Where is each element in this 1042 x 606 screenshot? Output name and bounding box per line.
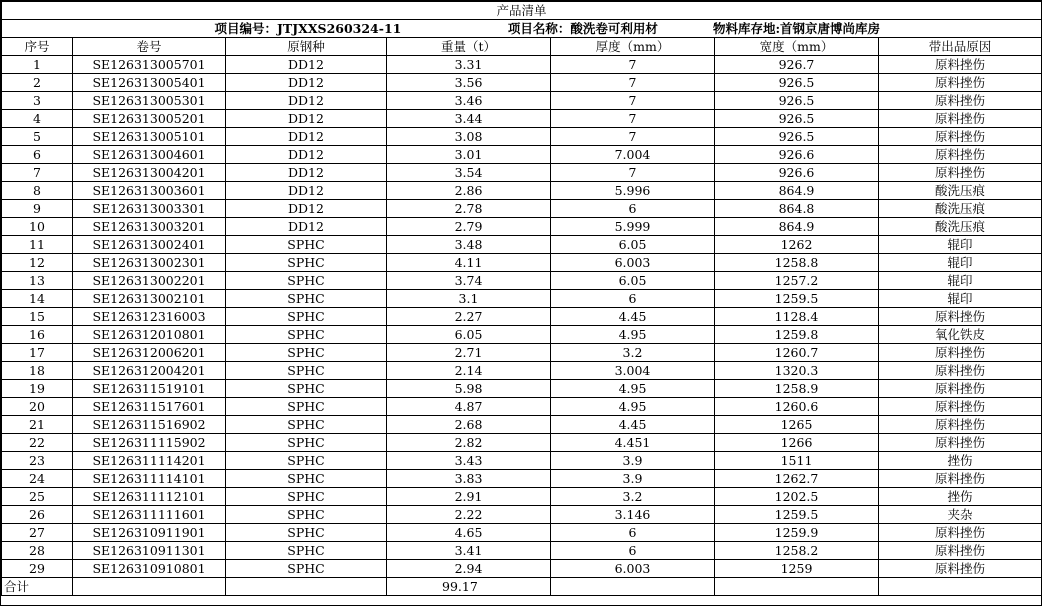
- table-row: [2, 236, 1042, 254]
- cell-index: 21: [2, 416, 73, 434]
- cell-index: 4: [2, 110, 73, 128]
- cell-weight: 3.54: [387, 164, 551, 182]
- table-row: [2, 164, 1042, 182]
- cell-width: 1258.8: [715, 254, 879, 272]
- cell-weight: 3.31: [387, 56, 551, 74]
- cell-width: 1259.5: [715, 506, 879, 524]
- cell-thickness: 6: [551, 200, 715, 218]
- cell-reason: 夹杂: [879, 506, 1042, 524]
- header-steel-grade: 原钢种: [226, 38, 387, 56]
- table-row: [2, 470, 1042, 488]
- cell-thickness: 5.999: [551, 218, 715, 236]
- project-number: 项目编号：JTJXXS260324-11: [214, 21, 402, 36]
- cell-width: 1260.6: [715, 398, 879, 416]
- table-row: [2, 542, 1042, 560]
- cell-width: 926.6: [715, 146, 879, 164]
- cell-coil-no: SE126313002201: [73, 272, 226, 290]
- cell-reason: 辊印: [879, 272, 1042, 290]
- cell-coil-no: SE126313003301: [73, 200, 226, 218]
- cell-thickness: 5.996: [551, 182, 715, 200]
- table-row: [2, 452, 1042, 470]
- cell-reason: 原料挫伤: [879, 380, 1042, 398]
- cell-index: 7: [2, 164, 73, 182]
- cell-width: 926.5: [715, 74, 879, 92]
- cell-reason: 原料挫伤: [879, 560, 1042, 578]
- cell-index: 3: [2, 92, 73, 110]
- cell-coil-no: SE126311516902: [73, 416, 226, 434]
- cell-coil-no: SE126313005701: [73, 56, 226, 74]
- cell-steel-grade: SPHC: [226, 542, 387, 560]
- cell-coil-no: SE126311115902: [73, 434, 226, 452]
- cell-width: 1202.5: [715, 488, 879, 506]
- cell-coil-no: SE126313005401: [73, 74, 226, 92]
- total-empty-cell: [715, 578, 879, 596]
- cell-weight: 3.44: [387, 110, 551, 128]
- table-row: [2, 362, 1042, 380]
- cell-weight: 2.91: [387, 488, 551, 506]
- cell-width: 926.5: [715, 110, 879, 128]
- cell-weight: 2.94: [387, 560, 551, 578]
- cell-thickness: 7: [551, 56, 715, 74]
- cell-thickness: 7: [551, 128, 715, 146]
- table-row: [2, 308, 1042, 326]
- cell-width: 1260.7: [715, 344, 879, 362]
- cell-width: 1259.8: [715, 326, 879, 344]
- cell-index: 26: [2, 506, 73, 524]
- cell-index: 29: [2, 560, 73, 578]
- cell-thickness: 3.146: [551, 506, 715, 524]
- cell-thickness: 6: [551, 524, 715, 542]
- cell-width: 1262.7: [715, 470, 879, 488]
- cell-weight: 4.65: [387, 524, 551, 542]
- cell-steel-grade: SPHC: [226, 254, 387, 272]
- table-row: [2, 74, 1042, 92]
- cell-thickness: 7: [551, 92, 715, 110]
- cell-weight: 4.11: [387, 254, 551, 272]
- cell-weight: 2.82: [387, 434, 551, 452]
- cell-width: 1262: [715, 236, 879, 254]
- cell-reason: 原料挫伤: [879, 146, 1042, 164]
- cell-index: 10: [2, 218, 73, 236]
- cell-width: 1128.4: [715, 308, 879, 326]
- cell-steel-grade: DD12: [226, 200, 387, 218]
- cell-thickness: 3.2: [551, 344, 715, 362]
- cell-thickness: 6.003: [551, 560, 715, 578]
- table-row: [2, 110, 1042, 128]
- cell-steel-grade: SPHC: [226, 560, 387, 578]
- cell-index: 20: [2, 398, 73, 416]
- project-name: 项目名称：酸洗卷可利用材: [507, 21, 658, 36]
- cell-weight: 3.08: [387, 128, 551, 146]
- cell-weight: 3.74: [387, 272, 551, 290]
- cell-coil-no: SE126313002101: [73, 290, 226, 308]
- table-row: [2, 146, 1042, 164]
- cell-index: 23: [2, 452, 73, 470]
- cell-reason: 原料挫伤: [879, 74, 1042, 92]
- cell-index: 1: [2, 56, 73, 74]
- cell-index: 12: [2, 254, 73, 272]
- cell-index: 9: [2, 200, 73, 218]
- cell-steel-grade: SPHC: [226, 416, 387, 434]
- header-width: 宽度（mm）: [715, 38, 879, 56]
- cell-coil-no: SE126312010801: [73, 326, 226, 344]
- cell-weight: 3.83: [387, 470, 551, 488]
- cell-index: 27: [2, 524, 73, 542]
- cell-weight: 3.48: [387, 236, 551, 254]
- cell-coil-no: SE126313002301: [73, 254, 226, 272]
- cell-weight: 2.14: [387, 362, 551, 380]
- cell-steel-grade: DD12: [226, 182, 387, 200]
- header-weight: 重量（t）: [387, 38, 551, 56]
- total-empty-cell: [551, 578, 715, 596]
- cell-steel-grade: SPHC: [226, 272, 387, 290]
- meta-row: [2, 20, 1042, 38]
- cell-steel-grade: DD12: [226, 110, 387, 128]
- cell-weight: 3.1: [387, 290, 551, 308]
- table-row: [2, 488, 1042, 506]
- cell-index: 28: [2, 542, 73, 560]
- cell-steel-grade: SPHC: [226, 488, 387, 506]
- cell-thickness: 7: [551, 110, 715, 128]
- cell-steel-grade: SPHC: [226, 452, 387, 470]
- cell-coil-no: SE126311519101: [73, 380, 226, 398]
- cell-steel-grade: SPHC: [226, 470, 387, 488]
- cell-thickness: 6.05: [551, 236, 715, 254]
- cell-coil-no: SE126312004201: [73, 362, 226, 380]
- table-row: [2, 200, 1042, 218]
- table-row: [2, 560, 1042, 578]
- page-title: 产品清单: [2, 2, 1042, 20]
- table-row: [2, 506, 1042, 524]
- cell-thickness: 4.95: [551, 398, 715, 416]
- cell-thickness: 4.45: [551, 308, 715, 326]
- cell-steel-grade: SPHC: [226, 236, 387, 254]
- cell-reason: 原料挫伤: [879, 128, 1042, 146]
- cell-coil-no: SE126313005301: [73, 92, 226, 110]
- cell-coil-no: SE126312316003: [73, 308, 226, 326]
- cell-steel-grade: DD12: [226, 74, 387, 92]
- cell-reason: 原料挫伤: [879, 164, 1042, 182]
- cell-reason: 原料挫伤: [879, 434, 1042, 452]
- cell-thickness: 6.05: [551, 272, 715, 290]
- cell-weight: 2.71: [387, 344, 551, 362]
- column-header-row: [2, 38, 1042, 56]
- cell-index: 6: [2, 146, 73, 164]
- cell-weight: 6.05: [387, 326, 551, 344]
- cell-thickness: 3.2: [551, 488, 715, 506]
- cell-width: 926.6: [715, 164, 879, 182]
- cell-steel-grade: DD12: [226, 218, 387, 236]
- cell-width: 1265: [715, 416, 879, 434]
- cell-index: 11: [2, 236, 73, 254]
- cell-coil-no: SE126313004601: [73, 146, 226, 164]
- table-row: [2, 254, 1042, 272]
- cell-coil-no: SE126313002401: [73, 236, 226, 254]
- cell-index: 18: [2, 362, 73, 380]
- cell-thickness: 7: [551, 74, 715, 92]
- cell-index: 22: [2, 434, 73, 452]
- cell-weight: 3.41: [387, 542, 551, 560]
- cell-reason: 原料挫伤: [879, 92, 1042, 110]
- cell-steel-grade: DD12: [226, 164, 387, 182]
- table-row: [2, 272, 1042, 290]
- cell-reason: 挫伤: [879, 488, 1042, 506]
- cell-weight: 2.68: [387, 416, 551, 434]
- cell-index: 2: [2, 74, 73, 92]
- cell-reason: 辊印: [879, 290, 1042, 308]
- cell-steel-grade: SPHC: [226, 362, 387, 380]
- cell-reason: 酸洗压痕: [879, 182, 1042, 200]
- table-row: [2, 398, 1042, 416]
- cell-steel-grade: SPHC: [226, 398, 387, 416]
- meta-cell: [2, 20, 1042, 38]
- cell-weight: 3.56: [387, 74, 551, 92]
- cell-width: 926.5: [715, 92, 879, 110]
- cell-steel-grade: SPHC: [226, 434, 387, 452]
- cell-width: 864.8: [715, 200, 879, 218]
- table-row: [2, 344, 1042, 362]
- cell-width: 864.9: [715, 218, 879, 236]
- cell-steel-grade: SPHC: [226, 344, 387, 362]
- cell-steel-grade: SPHC: [226, 506, 387, 524]
- cell-coil-no: SE126311114201: [73, 452, 226, 470]
- table-row: [2, 380, 1042, 398]
- cell-width: 926.5: [715, 128, 879, 146]
- cell-index: 19: [2, 380, 73, 398]
- cell-coil-no: SE126313005101: [73, 128, 226, 146]
- cell-width: 926.7: [715, 56, 879, 74]
- cell-reason: 原料挫伤: [879, 416, 1042, 434]
- cell-steel-grade: SPHC: [226, 326, 387, 344]
- cell-weight: 3.46: [387, 92, 551, 110]
- total-empty-cell: [73, 578, 226, 596]
- cell-coil-no: SE126311114101: [73, 470, 226, 488]
- cell-coil-no: SE126311517601: [73, 398, 226, 416]
- table-row: [2, 56, 1042, 74]
- cell-coil-no: SE126313004201: [73, 164, 226, 182]
- cell-steel-grade: DD12: [226, 92, 387, 110]
- cell-weight: 2.22: [387, 506, 551, 524]
- cell-weight: 2.27: [387, 308, 551, 326]
- cell-steel-grade: SPHC: [226, 524, 387, 542]
- cell-thickness: 6: [551, 542, 715, 560]
- cell-width: 1259.9: [715, 524, 879, 542]
- cell-reason: 原料挫伤: [879, 344, 1042, 362]
- cell-width: 1259: [715, 560, 879, 578]
- table-row: [2, 92, 1042, 110]
- cell-index: 8: [2, 182, 73, 200]
- cell-reason: 氧化铁皮: [879, 326, 1042, 344]
- cell-index: 14: [2, 290, 73, 308]
- cell-steel-grade: SPHC: [226, 308, 387, 326]
- cell-index: 25: [2, 488, 73, 506]
- cell-width: 1259.5: [715, 290, 879, 308]
- cell-coil-no: SE126312006201: [73, 344, 226, 362]
- cell-thickness: 4.95: [551, 380, 715, 398]
- cell-reason: 原料挫伤: [879, 524, 1042, 542]
- cell-coil-no: SE126311112101: [73, 488, 226, 506]
- cell-index: 16: [2, 326, 73, 344]
- header-thickness: 厚度（mm）: [551, 38, 715, 56]
- header-coil-no: 卷号: [73, 38, 226, 56]
- cell-weight: 3.01: [387, 146, 551, 164]
- cell-thickness: 4.95: [551, 326, 715, 344]
- total-empty-cell: [879, 578, 1042, 596]
- cell-thickness: 4.45: [551, 416, 715, 434]
- cell-thickness: 3.004: [551, 362, 715, 380]
- cell-coil-no: SE126310910801: [73, 560, 226, 578]
- cell-coil-no: SE126313003601: [73, 182, 226, 200]
- header-index: 序号: [2, 38, 73, 56]
- cell-thickness: 3.9: [551, 470, 715, 488]
- table-row: [2, 326, 1042, 344]
- table-row: [2, 218, 1042, 236]
- title-row: [2, 2, 1042, 20]
- cell-reason: 酸洗压痕: [879, 218, 1042, 236]
- cell-index: 13: [2, 272, 73, 290]
- cell-width: 1511: [715, 452, 879, 470]
- table-row: [2, 434, 1042, 452]
- cell-thickness: 4.451: [551, 434, 715, 452]
- table-row: [2, 416, 1042, 434]
- cell-width: 1258.2: [715, 542, 879, 560]
- cell-steel-grade: DD12: [226, 128, 387, 146]
- cell-steel-grade: SPHC: [226, 380, 387, 398]
- cell-thickness: 7.004: [551, 146, 715, 164]
- cell-reason: 原料挫伤: [879, 542, 1042, 560]
- cell-reason: 原料挫伤: [879, 398, 1042, 416]
- cell-thickness: 6: [551, 290, 715, 308]
- total-label: 合计: [2, 578, 73, 596]
- cell-index: 15: [2, 308, 73, 326]
- cell-reason: 辊印: [879, 254, 1042, 272]
- total-row: [2, 578, 1042, 596]
- cell-width: 1258.9: [715, 380, 879, 398]
- table-row: [2, 128, 1042, 146]
- cell-weight: 2.86: [387, 182, 551, 200]
- cell-coil-no: SE126313005201: [73, 110, 226, 128]
- cell-steel-grade: DD12: [226, 56, 387, 74]
- table-row: [2, 182, 1042, 200]
- cell-width: 1320.3: [715, 362, 879, 380]
- cell-weight: 5.98: [387, 380, 551, 398]
- cell-thickness: 7: [551, 164, 715, 182]
- cell-index: 24: [2, 470, 73, 488]
- table-row: [2, 524, 1042, 542]
- cell-index: 5: [2, 128, 73, 146]
- cell-reason: 原料挫伤: [879, 470, 1042, 488]
- cell-reason: 挫伤: [879, 452, 1042, 470]
- cell-reason: 酸洗压痕: [879, 200, 1042, 218]
- cell-steel-grade: SPHC: [226, 290, 387, 308]
- cell-weight: 4.87: [387, 398, 551, 416]
- table-row: [2, 290, 1042, 308]
- product-list-table: [1, 1, 1042, 596]
- cell-thickness: 6.003: [551, 254, 715, 272]
- cell-coil-no: SE126310911301: [73, 542, 226, 560]
- cell-weight: 2.79: [387, 218, 551, 236]
- cell-weight: 3.43: [387, 452, 551, 470]
- cell-width: 864.9: [715, 182, 879, 200]
- cell-coil-no: SE126313003201: [73, 218, 226, 236]
- cell-thickness: 3.9: [551, 452, 715, 470]
- cell-coil-no: SE126311111601: [73, 506, 226, 524]
- cell-reason: 原料挫伤: [879, 56, 1042, 74]
- cell-reason: 原料挫伤: [879, 110, 1042, 128]
- cell-width: 1257.2: [715, 272, 879, 290]
- cell-reason: 辊印: [879, 236, 1042, 254]
- cell-index: 17: [2, 344, 73, 362]
- warehouse-location: 物料库存地:首钢京唐博尚库房: [712, 21, 881, 36]
- header-reason: 带出品原因: [879, 38, 1042, 56]
- cell-coil-no: SE126310911901: [73, 524, 226, 542]
- cell-reason: 原料挫伤: [879, 362, 1042, 380]
- cell-reason: 原料挫伤: [879, 308, 1042, 326]
- total-weight: 99.17: [387, 578, 551, 596]
- cell-steel-grade: DD12: [226, 146, 387, 164]
- cell-width: 1266: [715, 434, 879, 452]
- total-empty-cell: [226, 578, 387, 596]
- cell-weight: 2.78: [387, 200, 551, 218]
